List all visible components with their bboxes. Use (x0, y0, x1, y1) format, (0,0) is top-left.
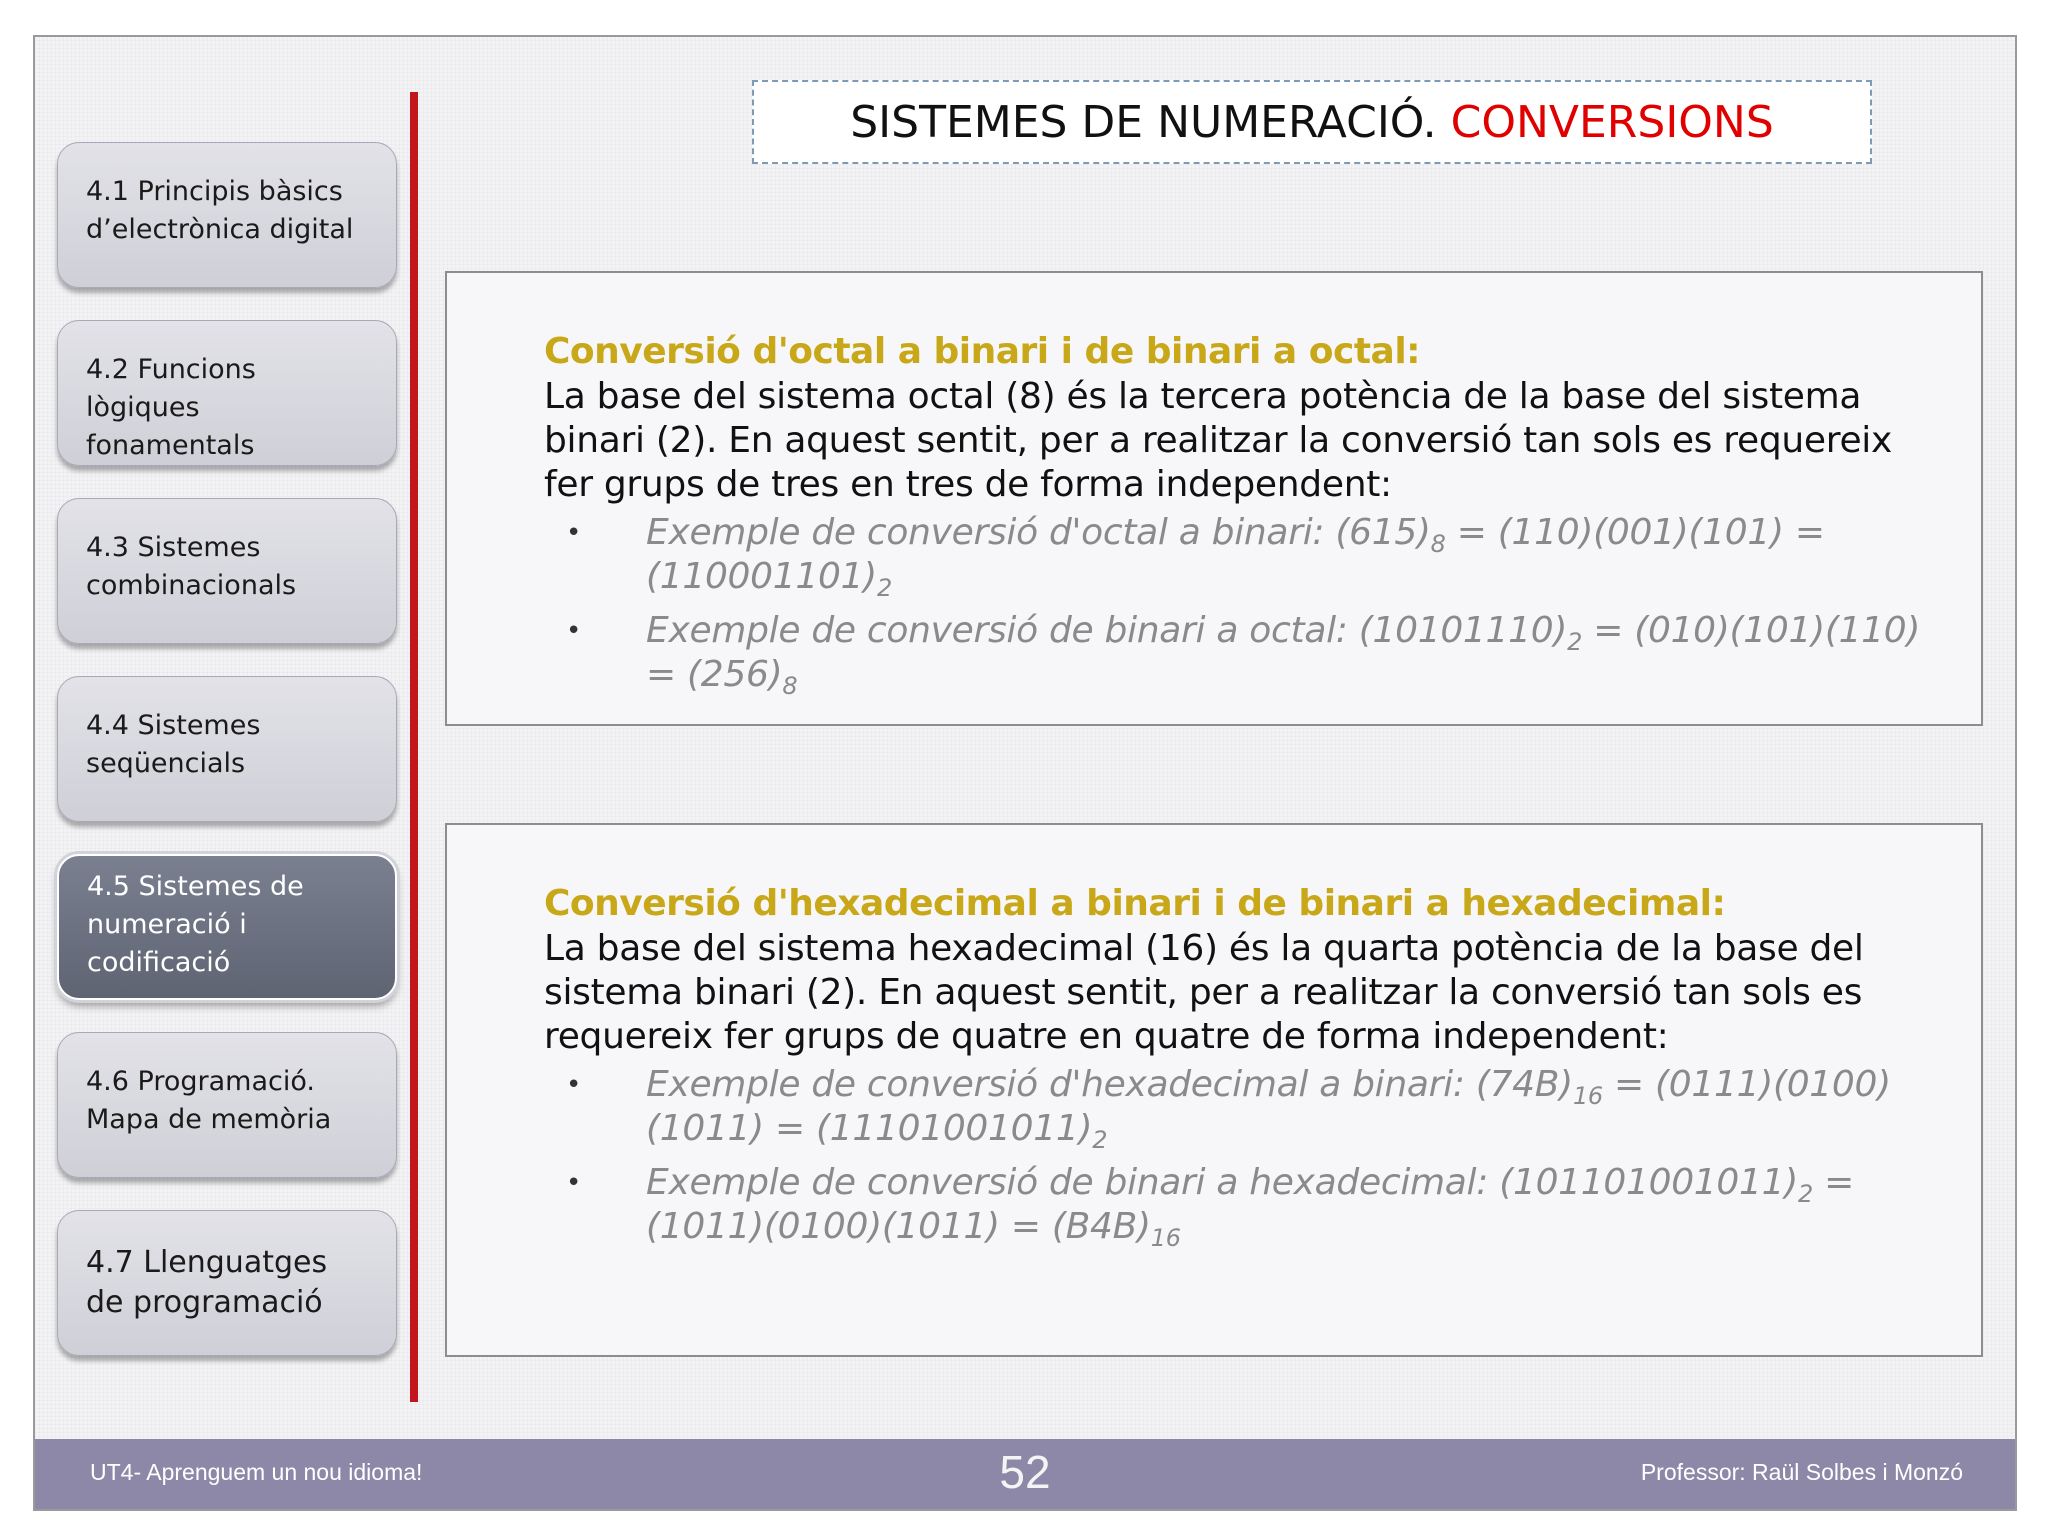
bullet-icon: • (566, 1070, 582, 1100)
section-paragraph: La base del sistema octal (8) és la tercera potència de la base del sistema binari (2). En aquest sentit, per a realitzar la conversió tan sols es requereix fer grups de tres en tres de forma independent: (544, 376, 1893, 505)
hex-conversion-panel (445, 823, 1983, 1357)
bullet-icon: • (566, 1168, 582, 1198)
example-list (544, 511, 1941, 700)
footer-course: UT4- Aprenguem un nou idioma! (90, 1459, 423, 1485)
nav-label: 4.6 Programació. Mapa de memòria (86, 1066, 332, 1135)
nav-label: 4.3 Sistemes combinacionals (86, 532, 297, 601)
section-heading: Conversió d'octal a binari i de binari a octal: (544, 331, 1421, 372)
nav-label: 4.2 Funcions lògiques fonamentals (86, 354, 256, 461)
example-item: • Exemple de conversió d'hexadecimal a binari: $(74B)_{16} = (0111)(0100)(1011) = (11101001011)_2$ (566, 1064, 1891, 1154)
slide-title (752, 80, 1872, 164)
octal-conversion-panel (445, 271, 1983, 726)
example-item: • Exemple de conversió de binari a hexadecimal: $(101101001011)_2 = (1011)(0100)(1011) = (B4B)_{16}$ (566, 1162, 1854, 1252)
example-item: • Exemple de conversió de binari a octal: $(10101110)_2 = (010)(101)(110) = (256)_8$ (566, 610, 1921, 700)
footer-author: Professor: Raül Solbes i Monzó (1640, 1459, 1963, 1485)
section-heading: Conversió d'hexadecimal a binari i de binari a hexadecimal: (544, 883, 1726, 924)
bullet-icon: • (566, 616, 582, 646)
nav-item-4-6[interactable] (57, 1032, 397, 1178)
example-item: • Exemple de conversió d'octal a binari: $(615)_8 = (110)(001)(101) = (110001101)_2$ (566, 512, 1825, 602)
vertical-divider (410, 92, 418, 1402)
example-list (544, 1063, 1941, 1252)
nav-item-4-4[interactable] (57, 676, 397, 822)
nav-label: 4.7 Llenguatges de programació (86, 1245, 328, 1320)
nav-item-4-7[interactable] (57, 1210, 397, 1356)
bullet-icon: • (566, 518, 582, 548)
nav-label: 4.5 Sistemes de numeració i codificació (87, 871, 304, 978)
nav-item-4-2[interactable] (57, 320, 397, 466)
nav-item-4-1[interactable] (57, 142, 397, 288)
title-accent: CONVERSIONS (1450, 96, 1774, 148)
nav-item-4-5-active[interactable] (57, 854, 397, 1000)
page-number: 52 (999, 1446, 1051, 1498)
footer-bar (35, 1439, 2015, 1509)
nav-label: 4.4 Sistemes seqüencials (86, 710, 261, 779)
title-main: SISTEMES DE NUMERACIÓ. (850, 96, 1437, 148)
nav-label: 4.1 Principis bàsics d’electrònica digital (86, 176, 354, 245)
slide (33, 35, 2017, 1511)
section-paragraph: La base del sistema hexadecimal (16) és la quarta potència de la base del sistema binari (2). En aquest sentit, per a realitzar la conversió tan sols es requereix fer grups de quatre en quatre de forma independent: (544, 928, 1864, 1057)
nav-item-4-3[interactable] (57, 498, 397, 644)
